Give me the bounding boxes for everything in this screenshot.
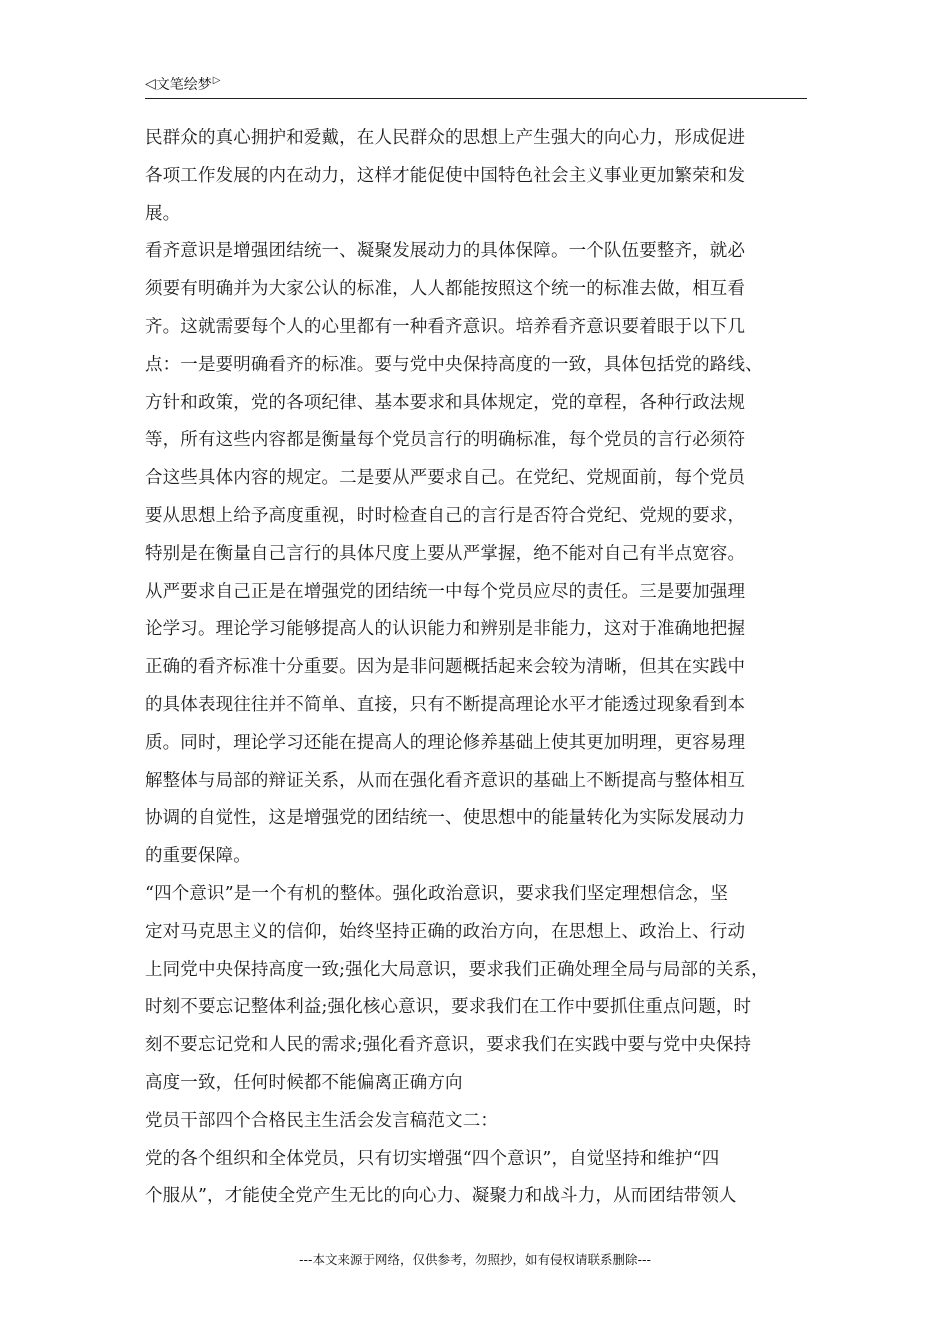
text-line: 的具体表现往往并不简单、直接，只有不断提高理论水平才能透过现象看到本 — [145, 694, 746, 715]
text-line: 点：一是要明确看齐的标准。要与党中央保持高度的一致，具体包括党的路线、 — [145, 354, 763, 375]
text-line: 的重要保障。 — [145, 846, 251, 867]
text-line: 要从思想上给予高度重视，时时检查自己的言行是否符合党纪、党规的要求， — [145, 505, 746, 526]
page-footer-disclaimer: ---本文来源于网络，仅供参考，勿照抄，如有侵权请联系删除--- — [298, 1252, 652, 1267]
text-line: 方针和政策，党的各项纪律、基本要求和具体规定，党的章程，各种行政法规 — [145, 392, 746, 413]
triangle-left-icon: ◁ — [145, 76, 156, 92]
text-line: 各项工作发展的内在动力，这样才能促使中国特色社会主义事业更加繁荣和发 — [145, 165, 746, 186]
header-brand — [145, 74, 220, 94]
text-line: 定对马克思主义的信仰，始终坚持正确的政治方向，在思想上、政治上、行动 — [145, 921, 746, 942]
text-line: 须要有明确并为大家公认的标准，人人都能按照这个统一的标准去做，相互看 — [145, 279, 746, 300]
triangle-right-icon: ▷ — [212, 75, 221, 86]
text-line: 上同党中央保持高度一致;强化大局意识，要求我们正确处理全局与局部的关系， — [145, 959, 769, 980]
text-line: 从严要求自己正是在增强党的团结统一中每个党员应尽的责任。三是要加强理 — [145, 581, 746, 602]
text-line: 论学习。理论学习能够提高人的认识能力和辨别是非能力，这对于准确地把握 — [145, 619, 746, 640]
text-line: 特别是在衡量自己言行的具体尺度上要从严掌握，绝不能对自己有半点宽容。 — [145, 543, 746, 564]
text-line: 民群众的真心拥护和爱戴，在人民群众的思想上产生强大的向心力，形成促进 — [145, 128, 746, 148]
text-line: 时刻不要忘记整体利益;强化核心意识，要求我们在工作中要抓住重点问题，时 — [145, 997, 752, 1018]
text-line: 质。同时，理论学习还能在提高人的理论修养基础上使其更加明理，更容易理 — [145, 732, 746, 753]
text-line: “四个意识”是一个有机的整体。强化政治意识，要求我们坚定理想信念，坚 — [145, 883, 728, 904]
text-line: 党的各个组织和全体党员，只有切实增强“四个意识”，自觉坚持和维护“四 — [145, 1148, 720, 1169]
text-line: 展。 — [145, 203, 181, 224]
text-line: 等，所有这些内容都是衡量每个党员言行的明确标准，每个党员的言行必须符 — [145, 430, 746, 451]
text-line: 个服从”，才能使全党产生无比的向心力、凝聚力和战斗力，从而团结带领人 — [145, 1186, 737, 1207]
text-line: 党员干部四个合格民主生活会发言稿范文二： — [145, 1110, 498, 1131]
text-line: 合这些具体内容的规定。二是要从严要求自己。在党纪、党规面前，每个党员 — [145, 468, 746, 489]
page-header — [145, 72, 807, 99]
document-body — [145, 120, 810, 1216]
text-line: 看齐意识是增强团结统一、凝聚发展动力的具体保障。一个队伍要整齐，就必 — [145, 241, 746, 262]
text-line: 协调的自觉性，这是增强党的团结统一、使思想中的能量转化为实际发展动力 — [145, 808, 746, 829]
text-line: 刻不要忘记党和人民的需求;强化看齐意识，要求我们在实践中要与党中央保持 — [145, 1035, 752, 1056]
text-line: 高度一致，任何时候都不能偏离正确方向 — [145, 1072, 463, 1093]
text-line: 正确的看齐标准十分重要。因为是非问题概括起来会较为清晰，但其在实践中 — [145, 657, 746, 678]
text-line: 解整体与局部的辩证关系，从而在强化看齐意识的基础上不断提高与整体相互 — [145, 770, 746, 791]
brand-name: 文笔绘梦 — [155, 77, 212, 93]
text-line: 齐。这就需要每个人的心里都有一种看齐意识。培养看齐意识要着眼于以下几 — [145, 316, 746, 337]
